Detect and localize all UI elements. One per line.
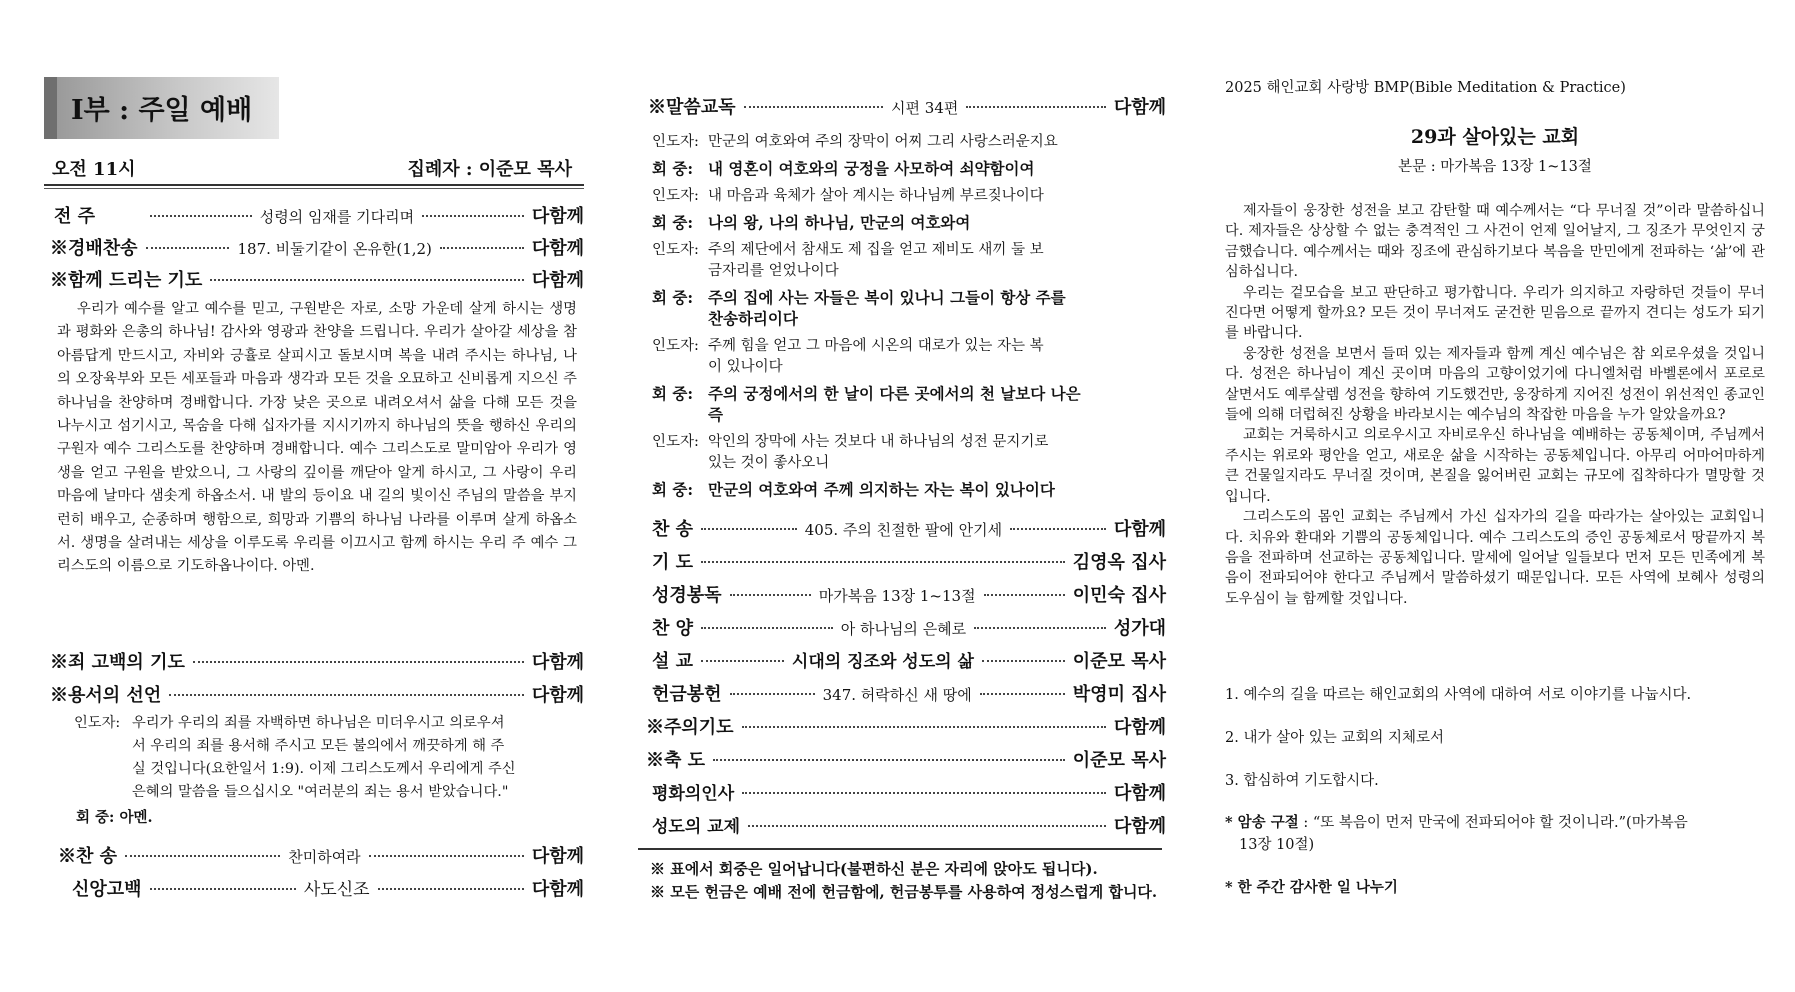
order-label: ※말씀교독 xyxy=(648,97,736,118)
responsive-line xyxy=(652,451,1157,472)
responsive-text: 찬송하리이다 xyxy=(708,309,798,328)
order-label: 평화의인사 xyxy=(652,784,735,804)
order-row xyxy=(652,548,1166,574)
pardon-line: 실 것입니다(요한일서 1:9). 이제 그리스도께서 우리에게 주신 xyxy=(132,761,516,777)
responsive-line xyxy=(652,211,1157,233)
responsive-text: 주의 제단에서 참새도 제 집을 얻고 제비도 새끼 둘 보 xyxy=(708,242,1044,258)
responsive-text: 주의 집에 사는 자들은 복이 있나니 그들이 항상 주를 xyxy=(708,288,1066,307)
order-row xyxy=(50,648,584,674)
order-person: 다함께 xyxy=(1113,783,1166,804)
order-person: 다함께 xyxy=(531,270,584,291)
order-detail: 성령의 임재를 기다리며 xyxy=(259,208,415,226)
lesson-paragraph: 우리는 겉모습을 보고 판단하고 평가합니다. 우리가 의지하고 자랑하던 것들이 무너진다면 어떻게 할까요? 모든 것이 무너져도 굳건한 믿음으로 끝까지 견디는 성도가 되기를 바랍니다. xyxy=(1225,284,1765,342)
responsive-line xyxy=(652,259,1157,280)
order-row xyxy=(652,515,1166,541)
order-detail: 187. 비둘기같이 온유한(1,2) xyxy=(237,240,432,258)
lesson-paragraph: 제자들이 웅장한 성전을 보고 감탄할 때 예수께서는 “다 무너질 것”이라 말씀하십니다. 제자들은 상상할 수 없는 충격적인 그 사건이 언제 일어날지, 그 징조가 무엇인지 궁금했습니다. 예수께서는 때와 징조에 관심하기보다 복음을 만민에게 전파하는 ‘삶’에 관심하십니다. xyxy=(1225,203,1765,281)
discussion-question: 2. 내가 살아 있는 교회의 지체로서 xyxy=(1225,730,1444,746)
responsive-text: 주께 힘을 얻고 그 마음에 시온의 대로가 있는 자는 복 xyxy=(708,338,1044,354)
order-label: 기 도 xyxy=(652,552,694,573)
responsive-text: 이 있나이다 xyxy=(708,359,783,375)
divider xyxy=(44,184,584,186)
order-label: ※함께 드리는 기도 xyxy=(50,270,203,291)
service-info xyxy=(52,155,572,181)
order-person: 다함께 xyxy=(1113,97,1166,118)
order-detail: 시편 34편 xyxy=(891,99,959,117)
pardon-text xyxy=(132,712,572,804)
responsive-text: 나의 왕, 나의 하나님, 만군의 여호와여 xyxy=(708,213,971,232)
order-row xyxy=(54,202,584,228)
order-row xyxy=(652,779,1166,805)
order-person: 다함께 xyxy=(531,879,584,900)
order-row xyxy=(652,581,1166,607)
pardon-line: 우리가 우리의 죄를 자백하면 하나님은 미더우시고 의로우셔 xyxy=(132,715,505,731)
responsive-line xyxy=(652,286,1157,308)
responsive-speaker: 인도자: xyxy=(652,242,699,258)
order-detail: 찬미하여라 xyxy=(288,848,361,866)
order-label: 찬 송 xyxy=(652,519,694,540)
section-title: I부 : 주일 예배 xyxy=(71,95,253,126)
order-person: 박영미 집사 xyxy=(1072,684,1167,705)
responsive-text: 내 마음과 육체가 살아 계시는 하나님께 부르짖나이다 xyxy=(708,188,1044,204)
responsive-text: 주의 궁정에서의 한 날이 다른 곳에서의 천 날보다 나은 xyxy=(708,384,1081,403)
order-person: 이준모 목사 xyxy=(1072,750,1166,771)
responsive-speaker: 회 중: xyxy=(652,384,694,403)
responsive-line xyxy=(652,478,1157,500)
responsive-speaker: 인도자: xyxy=(652,338,699,354)
responsive-text: 금자리를 얻었나이다 xyxy=(708,263,839,279)
standing-note: ※ 표에서 회중은 일어납니다(불편하신 분은 자리에 앉아도 됩니다). xyxy=(650,860,1098,878)
responsive-line xyxy=(652,334,1157,355)
order-detail: 405. 주의 친절한 팔에 안기세 xyxy=(804,521,1003,539)
order-person: 다함께 xyxy=(531,846,585,867)
order-person: 다함께 xyxy=(1113,816,1166,837)
responsive-speaker: 회 중: xyxy=(652,480,694,499)
order-row xyxy=(58,842,584,868)
order-person: 다함께 xyxy=(531,238,584,259)
responsive-line xyxy=(652,307,1157,329)
order-person: 다함께 xyxy=(531,685,584,706)
order-row xyxy=(646,746,1166,772)
responsive-speaker: 인도자: xyxy=(652,134,699,150)
order-detail: 347. 허락하신 새 땅에 xyxy=(822,686,972,704)
sermon-title: 시대의 징조와 성도의 삶 xyxy=(791,652,974,672)
responsive-speaker: 회 중: xyxy=(652,159,694,178)
prayer-text: 우리가 예수를 알고 예수를 믿고, 구원받은 자로, 소망 가운데 살게 하시는 생명과 평화와 은총의 하나님! 감사와 영광과 찬양을 드립니다. 우리가 살아갈 세상을 참 아름답게 만드시고, 자비와 긍휼로 살피시고 돌보시며 복을 내려 주시는 하나님, 나의 오장육부와 모든 세포들과 마음과 생각과 모든 것을 오묘하고 신비롭게 지으신 주 하나님을 찬양하며 경배합니다. 가장 낮은 곳으로 내려오셔서 삶을 다해 모든 것을 나누시고 섬기시고, 목숨을 다해 십자가를 지시기까지 하나님의 뜻을 행하신 우리의 구원자 예수 그리스도를 찬양하며 경배합니다. 예수 그리스도로 말미암아 우리가 영생을 얻고 구원을 받았으니, 그 사랑의 깊이를 깨닫아 알게 하시고, 그 사랑이 우리 마음에 날마다 샘솟게 하옵소서. 내 발의 등이요 내 길의 빛이신 주님의 말씀을 부지런히 배우고, 순종하며 행함으로, 희망과 기쁨의 하나님 나라를 이루며 살게 하옵소서. 생명을 살려내는 세상을 이루도록 우리를 이끄시고 함께 하시는 우리 주 예수 그리스도의 이름으로 기도하옵나이다. 아멘. xyxy=(57,301,577,575)
order-person: 성가대 xyxy=(1113,618,1166,639)
responsive-speaker: 인도자: xyxy=(652,434,699,450)
order-label: ※축 도 xyxy=(646,750,706,771)
order-detail: 아 하나님의 은혜로 xyxy=(840,620,967,638)
order-label: ※죄 고백의 기도 xyxy=(50,652,185,673)
responsive-text: 악인의 장막에 사는 것보다 내 하나님의 성전 문지기로 xyxy=(708,434,1049,450)
responsive-text: 있는 것이 좋사오니 xyxy=(708,455,830,471)
order-row xyxy=(50,266,584,292)
order-label: 신앙고백 xyxy=(72,879,142,900)
order-row xyxy=(652,680,1166,706)
order-person: 다함께 xyxy=(531,652,584,673)
order-label: ※용서의 선언 xyxy=(50,685,162,706)
responsive-text: 만군의 여호와여 주께 의지하는 자는 복이 있나이다 xyxy=(708,480,1055,499)
order-person: 다함께 xyxy=(531,206,585,227)
responsive-speaker: 인도자: xyxy=(652,188,699,204)
memory-verse-label: * 암송 구절 xyxy=(1225,814,1299,831)
memory-verse xyxy=(1225,811,1688,832)
order-row xyxy=(72,875,584,901)
order-person: 김영옥 집사 xyxy=(1072,552,1166,573)
order-person: 이준모 목사 xyxy=(1072,651,1166,672)
offering-note: ※ 모든 헌금은 예배 전에 헌금함에, 헌금봉투를 사용하여 정성스럽게 합니다. xyxy=(650,883,1158,901)
order-row xyxy=(50,681,584,707)
order-row xyxy=(648,93,1166,119)
lesson-title: 29과 살아있는 교회 xyxy=(1410,126,1580,148)
order-row xyxy=(50,234,584,260)
discussion-question: 3. 합심하여 기도합시다. xyxy=(1225,773,1379,789)
order-label: ※주의기도 xyxy=(646,717,734,738)
pardon-line: 은혜의 말씀을 들으십시오 "여러분의 죄는 용서 받았습니다." xyxy=(132,784,509,800)
lesson-paragraph: 교회는 거룩하시고 의로우시고 자비로우신 하나님을 예배하는 공동체이며, 주님께서 주시는 위로와 평안을 얻고, 새로운 삶을 시작하는 공동체입니다. 아무리 어마어마하게 큰 건물일지라도 무너질 것이며, 본질을 잃어버린 교회는 규모에 집착하다가 멸망할 것입니다. xyxy=(1225,427,1765,505)
responsive-line xyxy=(652,184,1157,205)
responsive-speaker: 회 중: xyxy=(652,213,694,232)
section-title-box xyxy=(44,77,279,139)
responsive-text: 즉 xyxy=(708,405,723,424)
order-label: ※찬 송 xyxy=(58,846,118,867)
responsive-speaker: 회 중: xyxy=(652,288,694,307)
responsive-text: 만군의 여호와여 주의 장막이 어찌 그리 사랑스러운지요 xyxy=(708,134,1058,150)
responsive-line xyxy=(652,403,1157,425)
responsive-line xyxy=(652,382,1157,404)
order-detail: 사도신조 xyxy=(303,880,370,900)
responsive-text: 내 영혼이 여호와의 궁정을 사모하여 쇠약함이여 xyxy=(708,159,1035,178)
memory-verse-text: : “또 복음이 먼저 만국에 전파되어야 할 것이니라.”(마가복음 xyxy=(1303,815,1688,831)
service-leader: 집례자 : 이준모 목사 xyxy=(407,159,572,180)
responsive-line xyxy=(652,157,1157,179)
lesson-body xyxy=(1225,201,1765,609)
order-detail: 마가복음 13장 1~13절 xyxy=(818,587,976,605)
responsive-line xyxy=(652,430,1157,451)
pardon-line: 서 우리의 죄를 용서해 주시고 모든 불의에서 깨끗하게 해 주 xyxy=(132,738,505,754)
order-row xyxy=(652,812,1166,838)
responsive-line xyxy=(652,355,1157,376)
lesson-paragraph: 웅장한 성전을 보면서 들떠 있는 제자들과 함께 계신 예수님은 참 외로우셨을 것입니다. 성전은 하나님이 계신 곳이며 마음의 고향이었기에 다니엘처럼 바벨론에서 포로로 살면서도 예루살렘 성전을 향하여 기도했건만, 웅장하게 지어진 성전이 위선적인 종교인들에 의해 더럽혀진 상황을 바라보시는 예수님의 착잡한 마음을 누가 알았을까요? xyxy=(1225,345,1765,424)
order-row xyxy=(646,713,1166,739)
memory-verse-ref: 13장 10절) xyxy=(1239,837,1315,853)
amen-response: 회 중: 아멘. xyxy=(76,809,153,826)
pardon-leader-label: 인도자: xyxy=(74,715,121,731)
service-time: 오전 11시 xyxy=(52,159,136,180)
study-header: 2025 해인교회 사랑방 BMP(Bible Meditation & Practice) xyxy=(1225,80,1626,96)
divider xyxy=(638,848,1162,850)
order-label: 설 교 xyxy=(652,651,694,672)
order-row xyxy=(652,647,1166,673)
order-label: 헌금봉헌 xyxy=(652,684,722,705)
order-person: 다함께 xyxy=(1113,519,1166,540)
order-label: 찬 양 xyxy=(652,618,694,639)
divider xyxy=(44,188,584,189)
order-label: ※경배찬송 xyxy=(50,238,138,259)
order-person: 이민숙 집사 xyxy=(1072,585,1167,606)
order-label: 전 주 xyxy=(54,206,96,227)
lesson-paragraph: 그리스도의 몸인 교회는 주님께서 가신 십자가의 길을 따라가는 살아있는 교회입니다. 치유와 환대와 기쁨의 공동체입니다. 예수 그리스도의 증인 공동체로서 땅끝까지 복음을 전파하며 선교하는 공동체입니다. 말세에 일어날 일들보다 먼저 모든 민족에게 복음이 전파되어야 한다고 주님께서 말씀하셨기 때문입니다. 모든 사역에 보혜사 성령의 도우심이 늘 함께할 것입니다. xyxy=(1225,509,1765,607)
order-label: 성경봉독 xyxy=(652,585,722,606)
scripture-reference: 본문 : 마가복음 13장 1~13절 xyxy=(1398,159,1592,175)
order-row xyxy=(652,614,1166,640)
responsive-line xyxy=(652,130,1157,151)
discussion-question: 1. 예수의 길을 따르는 해인교회의 사역에 대하여 서로 이야기를 나눕시다. xyxy=(1225,687,1692,703)
sharing-prompt: * 한 주간 감사한 일 나누기 xyxy=(1225,879,1398,896)
order-label: 성도의 교제 xyxy=(652,817,741,837)
responsive-line xyxy=(652,238,1157,259)
order-person: 다함께 xyxy=(1113,717,1166,738)
